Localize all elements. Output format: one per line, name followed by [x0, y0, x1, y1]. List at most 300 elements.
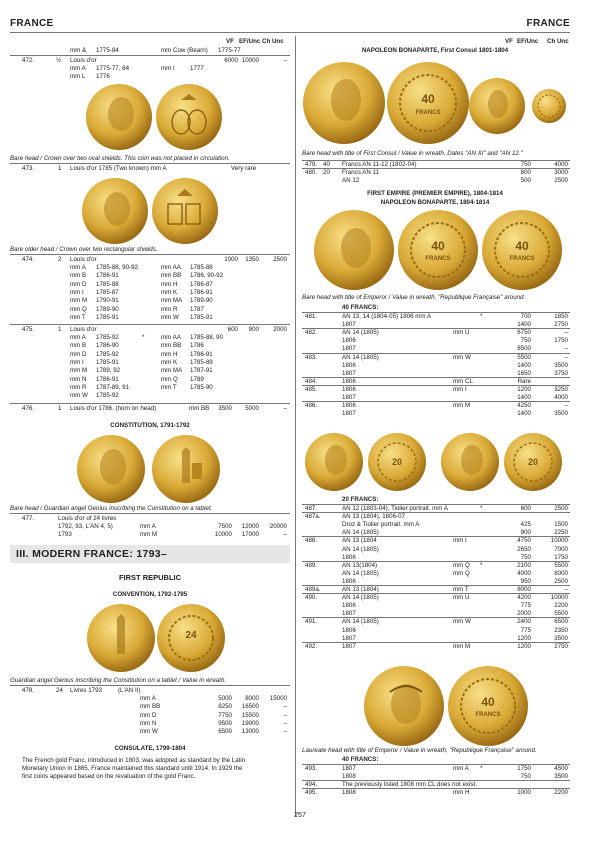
mint-mark: mm U — [453, 329, 470, 337]
mint-years: 1785-88, 90-92 — [96, 264, 138, 271]
price-ch: 20000 — [269, 523, 287, 530]
coin-value-text: 40 — [431, 239, 445, 253]
lot-number: 490. — [305, 594, 318, 602]
price-ch: – — [283, 57, 287, 64]
price-vf: 700 — [520, 313, 531, 320]
mint-years: 1790-91 — [96, 297, 119, 305]
lot-number: 487. — [305, 505, 318, 512]
price-ef: 8000 — [554, 569, 568, 577]
price-ch: – — [283, 711, 287, 719]
mint-mark: mm BB — [161, 272, 182, 280]
mint-mark: mm A — [70, 65, 86, 72]
mint-years: 1785-90 — [190, 383, 213, 391]
mint-years: 1777 — [190, 65, 204, 72]
price-vf: 2650 — [517, 545, 531, 553]
mint-mark: mm A — [140, 523, 156, 530]
row-rule — [10, 55, 290, 56]
mint-mark: mm L — [70, 73, 86, 80]
price-vf: 6750 — [517, 329, 531, 337]
mint-years: 1776 — [96, 73, 110, 80]
mint-years: 1785-88, 90 — [190, 334, 224, 341]
lot-name: Livres 1793 — [70, 687, 102, 694]
mint-mark: mm BB — [189, 405, 210, 412]
price-vf: 750 — [520, 337, 531, 345]
mint-years: 1786-87 — [190, 280, 213, 288]
lot-name: Louis d'or 1785 (Two known) mm A — [70, 165, 167, 172]
running-header-right: FRANCE — [526, 18, 570, 29]
price-vf: 1000 — [517, 789, 531, 797]
coin-493-image — [362, 664, 532, 748]
mint-mark: mm MA — [161, 297, 183, 305]
price-ch: – — [283, 719, 287, 727]
grade-vf-right: VF — [505, 38, 513, 45]
paragraph-line: Monetary Union in 1865. France maintained this standard until 1914. In 1929 the — [22, 765, 243, 772]
price-ef: 900 — [248, 326, 259, 333]
price-vf: 2100 — [517, 561, 531, 569]
lot-denom: 24 — [56, 687, 63, 694]
coin-473-image — [80, 176, 220, 246]
lot-number: 482. — [305, 329, 318, 337]
price-ch: – — [283, 703, 287, 711]
portrait-head — [108, 97, 134, 131]
subheading-20-francs: 20 FRANCS: — [342, 496, 379, 503]
mint-mark: mm Q — [161, 375, 178, 383]
price-vf: 1200 — [517, 634, 531, 642]
subheading-40-francs-laureate: 40 FRANCS: — [342, 756, 379, 763]
lot-name: 1807 — [342, 642, 356, 650]
mint-mark: mm M — [140, 531, 158, 538]
coin-value-text: FRANCS — [415, 110, 441, 116]
portrait-head — [104, 192, 130, 226]
price-vf: 7500 — [218, 523, 232, 530]
lot-number: 473. — [22, 165, 35, 172]
price-vf: 2400 — [517, 618, 531, 626]
mint-mark: mm H — [453, 789, 470, 797]
lot-number: 480. — [305, 169, 318, 177]
coin-477-image — [74, 433, 224, 505]
price-ef: 6500 — [554, 618, 568, 626]
lot-number: 478. — [22, 687, 35, 694]
lot-name: 1806 — [342, 402, 356, 410]
lot-name: 1806 — [342, 553, 356, 561]
lot-denom: 40 — [323, 161, 330, 168]
lot-name: 1807 — [342, 410, 356, 418]
lot-name: 1806 — [342, 626, 356, 634]
mint-mark: mm A — [453, 765, 469, 772]
portrait-head — [100, 449, 126, 485]
coin-value-text: 20 — [527, 457, 539, 467]
lot-name: AN 13 (1804 — [342, 537, 377, 545]
mint-mark: mm H — [161, 350, 178, 358]
lot-denom: 2 — [58, 256, 62, 263]
mint-mark: mm I — [453, 537, 467, 545]
lot-number: 492. — [305, 642, 318, 650]
price-ef: 12000 — [241, 523, 259, 530]
row-rule — [10, 403, 290, 404]
price-ef: 3500 — [554, 773, 568, 781]
mint-mark: mm M — [70, 297, 88, 305]
lot-denom: ½ — [56, 57, 62, 64]
lot-number: 472. — [22, 57, 35, 64]
price-ch: 15000 — [269, 695, 287, 702]
price-vf: 9500 — [218, 719, 232, 727]
mint-mark: mm U — [453, 594, 470, 602]
subheading-consulate: CONSULATE, 1799-1804 — [114, 745, 186, 752]
subheading-constitution: CONSTITUTION, 1791-1792 — [110, 422, 190, 429]
star-marker: * — [480, 313, 483, 320]
lot-number: 475. — [22, 326, 35, 333]
lot-name: Francs AN 11-12 (1802-04) — [342, 161, 417, 168]
price-vf: 7750 — [218, 711, 232, 719]
mint-mark: mm K — [161, 358, 178, 366]
mint-mark: mm R — [161, 305, 178, 313]
price-ch: 2500 — [273, 256, 287, 263]
mint-mark: mm A — [70, 264, 86, 271]
portrait-head — [391, 684, 421, 724]
mint-years: 1789-90 — [96, 305, 119, 313]
mint-mark: mm M — [453, 642, 471, 650]
mint-mark: mm D — [140, 711, 157, 719]
lot-name: AN 14 (1805) — [342, 594, 379, 602]
lot-name: 1807 — [342, 765, 356, 772]
coin-487-image — [304, 428, 566, 496]
price-vf: 4250 — [517, 402, 531, 410]
lot-name: AN 14 (1805) — [342, 569, 379, 577]
lot-name: 1807 — [342, 345, 356, 353]
mint-mark: mm Q — [453, 569, 470, 577]
mint-years: 1786-91 — [190, 288, 213, 296]
caption: Laureate head with title of Emperor / Value in wreath, "Republique Française" around. — [302, 747, 537, 754]
subheading-first-empire: FIRST EMPIRE (PREMIER EMPIRE), 1804-1814 — [367, 190, 503, 197]
portrait-head — [341, 228, 371, 268]
lot-name: Louis d'or of 24 livres — [58, 515, 117, 522]
star-marker: * — [142, 334, 145, 341]
subheading-convention: CONVENTION, 1792-1795 — [112, 591, 188, 598]
price-ef: 3500 — [554, 361, 568, 369]
price-vf: 425 — [520, 521, 531, 529]
lot-name: 1807 — [342, 634, 356, 642]
price-vf: 4200 — [517, 594, 531, 602]
coin-value-text: 20 — [391, 457, 403, 467]
lot-name: 1806 — [342, 577, 356, 585]
mint-mark: mm BB — [161, 342, 182, 350]
top-line-years: 1775-84 — [96, 47, 119, 54]
price-ef: 1350 — [245, 256, 259, 263]
mint-mark: mm Q — [453, 561, 470, 569]
running-header-left: FRANCE — [10, 18, 54, 29]
price-vf: 1200 — [517, 642, 531, 650]
caption: Bare head with title of Emperor / Value in wreath, "Republique Française" around. — [302, 294, 526, 301]
lot-name: Louis d'or — [70, 326, 97, 333]
price-ef: 2750 — [554, 642, 568, 650]
mint-years: 1785-88 — [190, 264, 213, 271]
price-rarity: Very rare — [231, 165, 257, 172]
caption: Bare head / Crown over two oval shields. This coin was not placed in circulation. — [10, 155, 230, 162]
price-ch: 2000 — [273, 326, 287, 333]
price-vf: 600 — [520, 505, 531, 512]
mint-mark: mm A — [70, 334, 86, 341]
lot-number: 491. — [305, 618, 318, 626]
lot-name: AN 14 (1805) — [342, 545, 379, 553]
years: 1793 — [58, 531, 72, 538]
coin-value-text: 40 — [421, 92, 435, 106]
price-vf: 775 — [520, 602, 531, 610]
lot-name: AN 13 (1804) — [342, 586, 379, 593]
lot-number: 486. — [305, 402, 318, 410]
mint-years: 1786-90 — [96, 342, 119, 350]
price-ef: – — [564, 586, 568, 593]
lot-name: AN 12 (1803-04), Tiolier portrait. mm A — [342, 505, 448, 512]
price-ef: – — [564, 353, 568, 361]
mint-years: 1787-91 — [190, 367, 213, 375]
price-ef: 8000 — [245, 695, 259, 702]
price-ef: 13000 — [241, 728, 259, 736]
lot-number: 487a. — [305, 513, 321, 521]
price-ef: 3000 — [554, 169, 568, 177]
price-vf: 3500 — [218, 405, 232, 412]
lot-name: 1807 — [342, 394, 356, 401]
grade-ef-left: EF/Unc — [239, 38, 261, 45]
mint-mark: mm M — [70, 367, 88, 375]
mint-mark: mm Q — [70, 305, 87, 313]
mint-mark: mm N — [70, 375, 87, 383]
lot-name: 1808 — [342, 773, 356, 781]
price-vf: 5000 — [218, 695, 232, 702]
price-ef: 7000 — [554, 545, 568, 553]
star-marker: * — [480, 505, 483, 512]
tablet — [192, 463, 202, 479]
years: 1792, 93, L'AN 4, 5) — [58, 523, 113, 530]
coin-value-text: FRANCS — [509, 256, 535, 262]
mint-mark: mm R — [70, 383, 87, 391]
price-vf: 5500 — [517, 353, 531, 361]
mint-mark: mm I — [453, 385, 467, 393]
mint-years: 1789-90 — [190, 297, 213, 305]
section-title: III. MODERN FRANCE: 1793– — [16, 548, 168, 560]
subheading-40-francs: 40 FRANCS: — [342, 304, 379, 311]
row-rule — [10, 685, 290, 686]
price-ef: 19000 — [241, 719, 259, 727]
lot-name: 1807 — [342, 610, 356, 618]
mint-mark: mm AA — [161, 264, 181, 271]
star-marker: * — [480, 765, 483, 772]
lot-number: 477. — [22, 515, 35, 522]
mint-mark: mm I — [70, 288, 84, 296]
mint-mark: mm AA — [161, 334, 181, 341]
lot-number: 481. — [305, 313, 318, 320]
top-line-mm2: mm Cow (Bearn) — [161, 47, 208, 54]
price-ef: 4000 — [554, 161, 568, 168]
lot-denom: 20 — [323, 169, 330, 177]
subheading-napoleon-emperor: NAPOLEON BONAPARTE, 1804-1814 — [380, 199, 490, 206]
price-vf: 4750 — [517, 537, 531, 545]
coin-481-image — [312, 208, 562, 292]
mint-mark: mm T — [70, 313, 86, 321]
mint-mark: mm A — [140, 695, 156, 702]
lot-name: Louis d'or — [70, 57, 97, 64]
mint-mark: mm W — [161, 313, 179, 321]
mint-mark: mm T — [453, 586, 469, 593]
price-ef: 17000 — [241, 531, 259, 538]
top-line-years2: 1775-77 — [218, 47, 241, 54]
price-ef: 1500 — [554, 521, 568, 529]
lot-name: Francs AN 11 — [342, 169, 380, 177]
lot-name: AN 13 (1804), 1806-07 — [342, 513, 405, 521]
coin-478-image — [86, 602, 226, 674]
price-ef: 2500 — [554, 505, 568, 512]
mint-years: 1787 — [190, 305, 204, 313]
mint-mark: mm BB — [140, 703, 161, 711]
lot-number: 494. — [305, 781, 318, 789]
row-rule — [10, 254, 290, 255]
lot-name: 1806 — [342, 377, 356, 385]
lot-name: AN 14 (1805) — [342, 529, 379, 537]
caption: Bare older head / Crown over two rectangular shields. — [10, 246, 158, 253]
year-note: (L'AN II) — [118, 687, 141, 694]
price-ch: – — [283, 405, 287, 412]
grade-vf-left: VF — [226, 38, 234, 45]
price-ef: 1750 — [554, 337, 568, 345]
price-ef: 2200 — [554, 602, 568, 610]
header-rule — [10, 32, 570, 33]
lot-denom: 1 — [58, 326, 62, 333]
row-rule — [10, 324, 290, 325]
price-ef: 4500 — [554, 765, 568, 772]
lot-name: 1807 — [342, 369, 356, 377]
price-vf: 500 — [520, 177, 531, 185]
price-vf: 10000 — [214, 531, 232, 538]
lot-number: 484. — [305, 377, 318, 385]
lot-number: 476. — [22, 405, 35, 412]
price-vf: 8500 — [517, 345, 531, 353]
price-ef: 10000 — [550, 594, 568, 602]
mint-mark: mm MA — [161, 367, 183, 375]
price-ch: – — [283, 531, 287, 538]
price-vf: 750 — [520, 553, 531, 561]
mint-years: 1789 — [190, 375, 204, 383]
star-marker: * — [480, 561, 483, 569]
price-ef: 3500 — [554, 410, 568, 418]
paragraph-line: first coins appeared based on the revaluation of the gold Franc. — [22, 773, 196, 780]
coin-value-text: 40 — [515, 239, 529, 253]
mint-years: 1775-77, 84 — [96, 65, 130, 72]
lot-name: AN 14 (1805) — [342, 353, 379, 361]
mint-years: 1786, 90-92 — [190, 272, 224, 280]
lot-number: 489. — [305, 561, 318, 569]
lot-name: 1806 — [342, 361, 356, 369]
lot-number: 489a. — [305, 586, 321, 593]
price-vf: 600 — [227, 326, 238, 333]
price-vf: 8250 — [218, 703, 232, 711]
lot-number: 495. — [305, 789, 318, 797]
mint-mark: mm W — [453, 353, 471, 361]
lot-name: AN 13, 14 (1804-05) 1806 mm A — [342, 313, 432, 320]
price-vf: 6000 — [224, 57, 238, 64]
mint-mark: mm D — [70, 280, 87, 288]
mint-years: 1786-91 — [190, 350, 213, 358]
mint-years: 1786-91 — [96, 272, 119, 280]
price-vf: 750 — [520, 161, 531, 168]
subheading-first-republic: FIRST REPUBLIC — [118, 573, 182, 582]
lot-name: AN 14 (1805) — [342, 329, 379, 337]
lot-name: 1807 — [342, 321, 356, 329]
lot-denom: 1 — [58, 165, 62, 172]
caption: Guardian angel Genius inscribing the Constitution on a tablet / Value in wreath. — [10, 677, 227, 684]
price-ef: 3750 — [554, 369, 568, 377]
lot-name: Louis d'or 1786. (horn on head) — [70, 405, 157, 412]
price-vf: 1400 — [517, 361, 531, 369]
mint-mark: mm W — [70, 392, 88, 400]
lot-denom: 1 — [58, 405, 62, 412]
mint-years: 1787-89, 91 — [96, 383, 130, 391]
lot-name: AN 12 — [342, 177, 360, 185]
angel-figure — [117, 614, 125, 654]
mint-mark: mm T — [161, 383, 177, 391]
coin-value-text: FRANCS — [475, 712, 501, 718]
mint-mark: mm H — [161, 280, 178, 288]
page-number: 257 — [294, 812, 306, 819]
price-ef: 15500 — [241, 711, 259, 719]
mint-mark: mm W — [140, 728, 158, 736]
price-vf: 4000 — [517, 569, 531, 577]
price-ch: – — [283, 728, 287, 736]
caption: Bare head / Guardian angel Genius inscribing the Constitution on a tablet. — [10, 505, 213, 512]
coin-reverse — [152, 178, 218, 244]
mint-mark: mm B — [70, 272, 87, 280]
portrait-head — [488, 90, 508, 118]
price-vf: 775 — [520, 626, 531, 634]
price-vf: 2000 — [517, 610, 531, 618]
mint-years: 1785-87 — [96, 288, 119, 296]
price-vf: 1750 — [517, 765, 531, 772]
lot-name: 1806 — [342, 602, 356, 610]
price-vf: 900 — [520, 529, 531, 537]
price-ef: – — [564, 345, 568, 353]
lot-number: 483. — [305, 353, 318, 361]
row-rule — [10, 163, 290, 164]
mint-years: 1786 — [190, 342, 204, 350]
mint-years: 1785-91 — [96, 358, 119, 366]
mint-years: 1785-92 — [96, 392, 119, 400]
top-line-mm: mm & — [70, 47, 87, 54]
lot-number: 474. — [22, 256, 35, 263]
grade-ef-right: EF/Unc — [517, 38, 539, 45]
price-ef: 5000 — [245, 405, 259, 412]
angel-figure — [182, 447, 190, 483]
price-vf: 800 — [520, 169, 531, 177]
price-ef: – — [564, 402, 568, 410]
mint-mark: mm I — [70, 358, 84, 366]
price-ef: 3250 — [554, 385, 568, 393]
price-ef: 2350 — [554, 626, 568, 634]
price-ef: 2750 — [554, 321, 568, 329]
lot-name: AN 14 (1805) — [342, 618, 379, 626]
lot-name: Louis d'or — [70, 256, 97, 263]
column-divider — [295, 36, 296, 816]
price-vf: 1200 — [517, 385, 531, 393]
mint-years: 1785-88 — [96, 280, 119, 288]
mint-years: 1785-89 — [190, 358, 213, 366]
lot-name: Droz & Tiolier portrait. mm A — [342, 521, 420, 529]
mint-mark: mm D — [70, 350, 87, 358]
lot-name: AN 13(1804) — [342, 561, 378, 569]
price-vf: Rare — [517, 377, 531, 385]
lot-name: 1808 — [342, 789, 356, 797]
price-vf: 950 — [520, 577, 531, 585]
lot-number: 488. — [305, 537, 318, 545]
price-vf: 750 — [520, 773, 531, 781]
price-ef: 5500 — [554, 561, 568, 569]
